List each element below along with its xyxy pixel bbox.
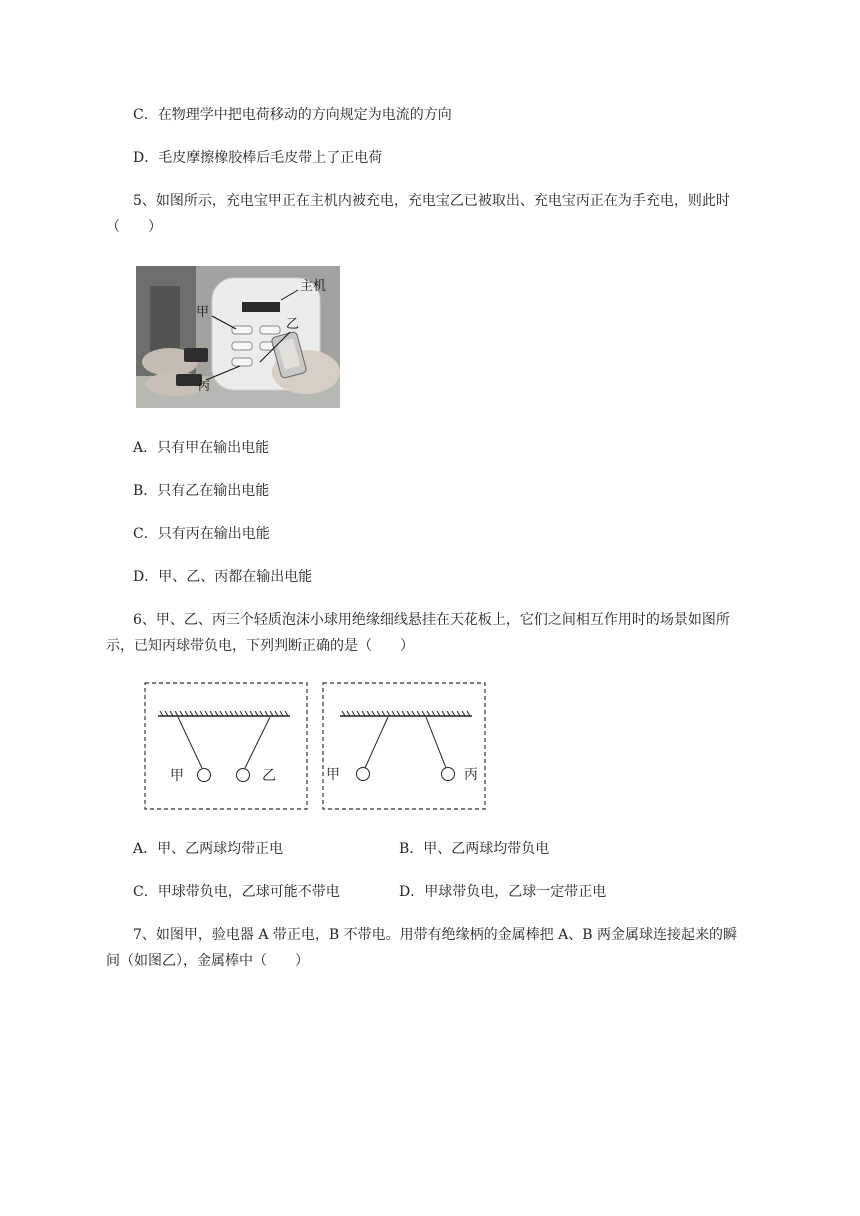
fig-right-ball2-label: 丙 xyxy=(464,767,478,783)
fig-left-ball2-label: 乙 xyxy=(262,768,276,784)
q5-option-a: A．只有甲在输出电能 xyxy=(133,440,270,456)
q5-option-d: D．甲、乙、丙都在输出电能 xyxy=(133,569,313,585)
fig-right-ball1-label: 甲 xyxy=(326,767,340,783)
label-host: 主机 xyxy=(300,279,327,294)
q4-option-d: D．毛皮摩擦橡胶棒后毛皮带上了正电荷 xyxy=(133,150,383,166)
q6-option-c: C．甲球带负电，乙球可能不带电 xyxy=(133,884,340,900)
q6-figure-left xyxy=(144,682,308,814)
label-jia: 甲 xyxy=(196,305,210,320)
label-bing: 丙 xyxy=(198,379,211,393)
q5-stem-line1: 5、如图所示，充电宝甲正在主机内被充电，充电宝乙已被取出、充电宝丙正在为手充电，则此时 xyxy=(133,193,730,209)
fig-left-ball1-label: 甲 xyxy=(170,768,184,784)
q6-stem-line1: 6、甲、乙、丙三个轻质泡沫小球用绝缘细线悬挂在天花板上，它们之间相互作用时的场景如图所 xyxy=(133,612,730,628)
q5-option-b: B．只有乙在输出电能 xyxy=(133,483,270,499)
q6-option-d: D．甲球带负电，乙球一定带正电 xyxy=(399,884,607,900)
q5-option-c: C．只有丙在输出电能 xyxy=(133,526,270,542)
q6-stem-line2: 示，已知丙球带负电，下列判断正确的是（ ） xyxy=(106,638,414,654)
q6-option-a: A．甲、乙两球均带正电 xyxy=(133,841,284,857)
q7-stem-line1: 7、如图甲，验电器 A 带正电，B 不带电。用带有绝缘柄的金属棒把 A、B 两金属球连接起来的瞬 xyxy=(133,927,737,943)
q5-charger-photo xyxy=(136,266,340,408)
q4-option-c: C．在物理学中把电荷移动的方向规定为电流的方向 xyxy=(133,107,452,123)
q7-stem-line2: 间（如图乙），金属棒中（ ） xyxy=(106,953,309,969)
q6-option-b: B．甲、乙两球均带负电 xyxy=(399,841,550,857)
label-yi: 乙 xyxy=(286,317,300,332)
q6-figure-right xyxy=(322,682,486,814)
q5-stem-line2: （ ） xyxy=(106,219,162,235)
